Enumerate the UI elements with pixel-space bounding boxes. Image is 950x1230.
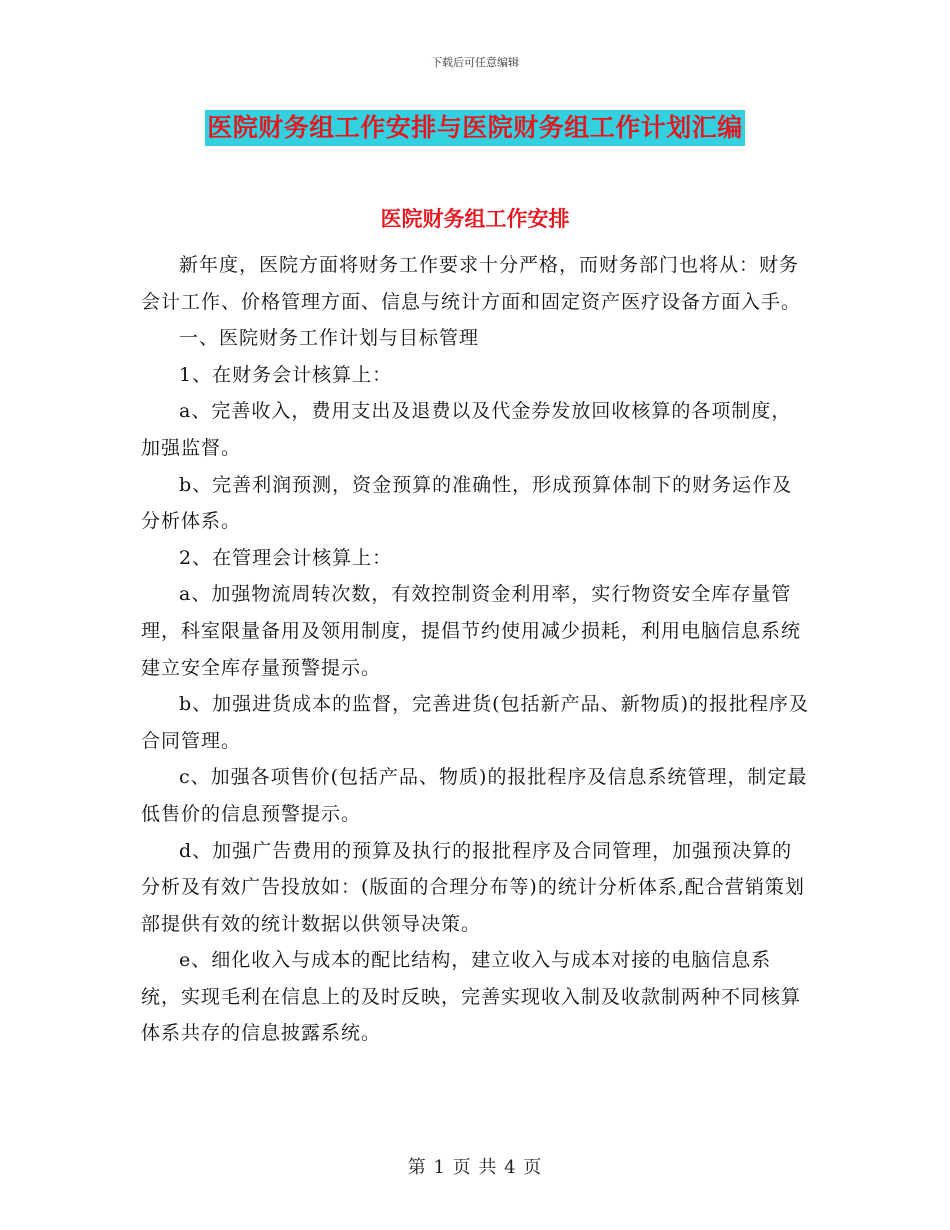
main-title-container: [0, 110, 950, 146]
section-title: 医院财务组工作安排: [380, 207, 570, 231]
paragraph-intro: 新年度，医院方面将财务工作要求十分严格，而财务部门也将从：财务会计工作、价格管理方面、信息与统计方面和固定资产医疗设备方面入手。: [141, 254, 802, 313]
list-item-b: b、完善利润预测，资金预算的准确性，形成预算体制下的财务运作及分析体系。: [141, 473, 793, 533]
list-item-a: a、完善收入，费用支出及退费以及代金券发放回收核算的各项制度，加强监督。: [141, 400, 792, 459]
heading-plan-and-goals: 一、医院财务工作计划与目标管理: [179, 327, 480, 350]
subheading-financial-accounting: 1、在财务会计核算上：: [179, 363, 393, 386]
list-item-a: a、加强物流周转次数，有效控制资金利用率，实行物资安全库存量管理，科室限量备用及领用制度，提倡节约使用减少损耗，利用电脑信息系统建立安全库存量预警提示。: [141, 583, 802, 679]
list-item-b: b、加强进货成本的监督，完善进货(包括新产品、新物质)的报批程序及合同管理。: [141, 693, 809, 752]
header-note: 下载后可任意编辑: [431, 56, 519, 69]
body-content: [141, 247, 809, 1052]
list-item-e: e、细化收入与成本的配比结构，建立收入与成本对接的电脑信息系统，实现毛利在信息上的及时反映，完善实现收入制及收款制两种不同核算体系共存的信息披露系统。: [141, 949, 802, 1045]
list-item-c: c、加强各项售价(包括产品、物质)的报批程序及信息系统管理，制定最低售价的信息预警提示。: [141, 766, 808, 825]
list-item-d: d、加强广告费用的预算及执行的报批程序及合同管理，加强预决算的分析及有效广告投放如：(版面的合理分布等)的统计分析体系,配合营销策划部提供有效的统计数据以供领导决策。: [141, 839, 805, 935]
main-title: 医院财务组工作安排与医院财务组工作计划汇编: [205, 110, 745, 146]
subheading-management-accounting: 2、在管理会计核算上：: [179, 546, 393, 569]
page-footer: 第 1 页 共 4 页: [407, 1157, 543, 1178]
